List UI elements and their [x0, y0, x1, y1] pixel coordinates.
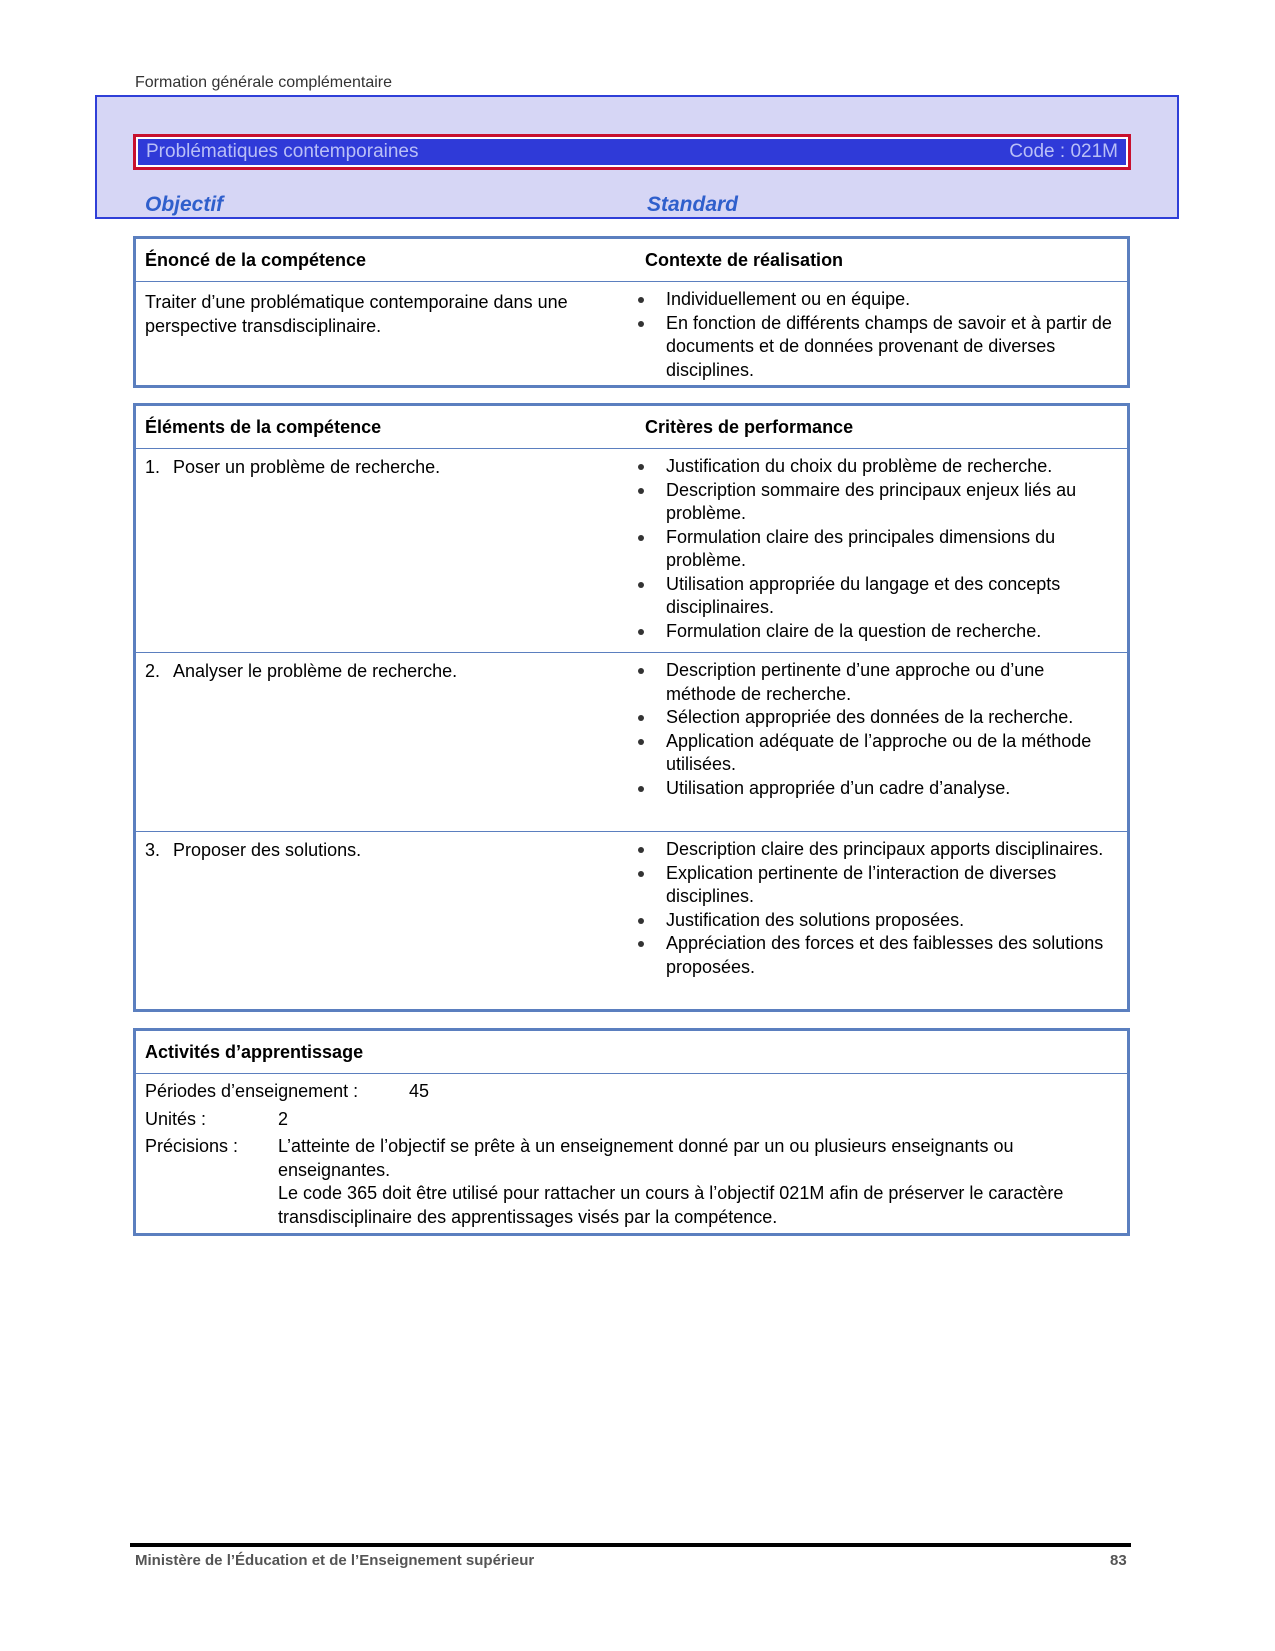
- course-title: Problématiques contemporaines: [146, 141, 419, 162]
- list-item: Justification du choix du problème de recherche.: [636, 455, 1117, 479]
- criteria-list: [636, 455, 1117, 643]
- criteres-heading: Critères de performance: [645, 416, 854, 437]
- periodes-value: 45: [409, 1081, 430, 1101]
- precisions-text-2: Le code 365 doit être utilisé pour rattacher un cours à l’objectif 021M afin de préserver le caractère transdisciplinaire des apprentissages visés par la compétence.: [278, 1183, 1064, 1227]
- element-label: 2. Analyser le problème de recherche.: [145, 661, 458, 681]
- unites-value: 2: [278, 1108, 289, 1129]
- list-item: Individuellement ou en équipe.: [636, 288, 1117, 312]
- periodes-label: Périodes d’enseignement :: [145, 1081, 359, 1101]
- list-item: Application adéquate de l’approche ou de la méthode utilisées.: [636, 730, 1117, 777]
- list-item: Utilisation appropriée d’un cadre d’analyse.: [636, 777, 1117, 801]
- element-row-3: [136, 832, 1127, 985]
- element-label: 1. Poser un problème de recherche.: [145, 457, 441, 477]
- competence-row: [136, 282, 1127, 388]
- element-label: 3. Proposer des solutions.: [145, 840, 362, 860]
- list-item: En fonction de différents champs de savoir et à partir de documents et de données provenant de diverses disciplines.: [636, 312, 1117, 383]
- page-number: 83: [1110, 1552, 1127, 1569]
- elements-heading: Éléments de la compétence: [145, 416, 382, 437]
- criteria-list: [636, 838, 1117, 979]
- unites-line: [145, 1108, 1118, 1132]
- list-item: Sélection appropriée des données de la recherche.: [636, 706, 1117, 730]
- running-head: Formation générale complémentaire: [135, 74, 393, 91]
- activites-box: [133, 1028, 1130, 1236]
- list-item: Description pertinente d’une approche ou d’une méthode de recherche.: [636, 659, 1117, 706]
- activites-body: [136, 1074, 1127, 1243]
- elements-box-head: [136, 406, 1127, 449]
- precisions-line: [145, 1135, 1118, 1229]
- activites-box-head: [136, 1031, 1127, 1074]
- unites-label: Unités :: [145, 1108, 207, 1129]
- elements-box: [133, 403, 1130, 1012]
- enonce-text: Traiter d’une problématique contemporaine dans une perspective transdisciplinaire.: [145, 292, 568, 336]
- contexte-heading: Contexte de réalisation: [645, 249, 844, 270]
- standard-label: Standard: [647, 193, 739, 216]
- precisions-text-1: L’atteinte de l’objectif se prête à un enseignement donné par un ou plusieurs enseignants ou enseignantes.: [278, 1136, 1014, 1180]
- footer-rule: [130, 1543, 1131, 1547]
- list-item: Formulation claire des principales dimensions du problème.: [636, 526, 1117, 573]
- list-item: Appréciation des forces et des faiblesses des solutions proposées.: [636, 932, 1117, 979]
- list-item: Explication pertinente de l’interaction de diverses disciplines.: [636, 862, 1117, 909]
- list-item: Formulation claire de la question de recherche.: [636, 620, 1117, 644]
- element-row-1: [136, 449, 1127, 653]
- periodes-line: [145, 1080, 1118, 1104]
- list-item: Description claire des principaux apports disciplinaires.: [636, 838, 1117, 862]
- competence-box: [133, 236, 1130, 388]
- list-item: Description sommaire des principaux enjeux liés au problème.: [636, 479, 1117, 526]
- objectif-label: Objectif: [145, 193, 224, 216]
- activites-heading: Activités d’apprentissage: [145, 1041, 364, 1062]
- list-item: Justification des solutions proposées.: [636, 909, 1117, 933]
- list-item: Utilisation appropriée du langage et des concepts disciplinaires.: [636, 573, 1117, 620]
- precisions-label: Précisions :: [145, 1136, 239, 1156]
- element-row-2: [136, 653, 1127, 832]
- criteria-list: [636, 659, 1117, 800]
- enonce-heading: Énoncé de la compétence: [145, 249, 367, 270]
- contexte-list: [636, 288, 1117, 382]
- title-bar: [133, 134, 1131, 170]
- course-code: Code : 021M: [1009, 141, 1118, 162]
- competence-box-head: [136, 239, 1127, 282]
- footer-ministry: Ministère de l’Éducation et de l’Enseignement supérieur: [135, 1552, 535, 1569]
